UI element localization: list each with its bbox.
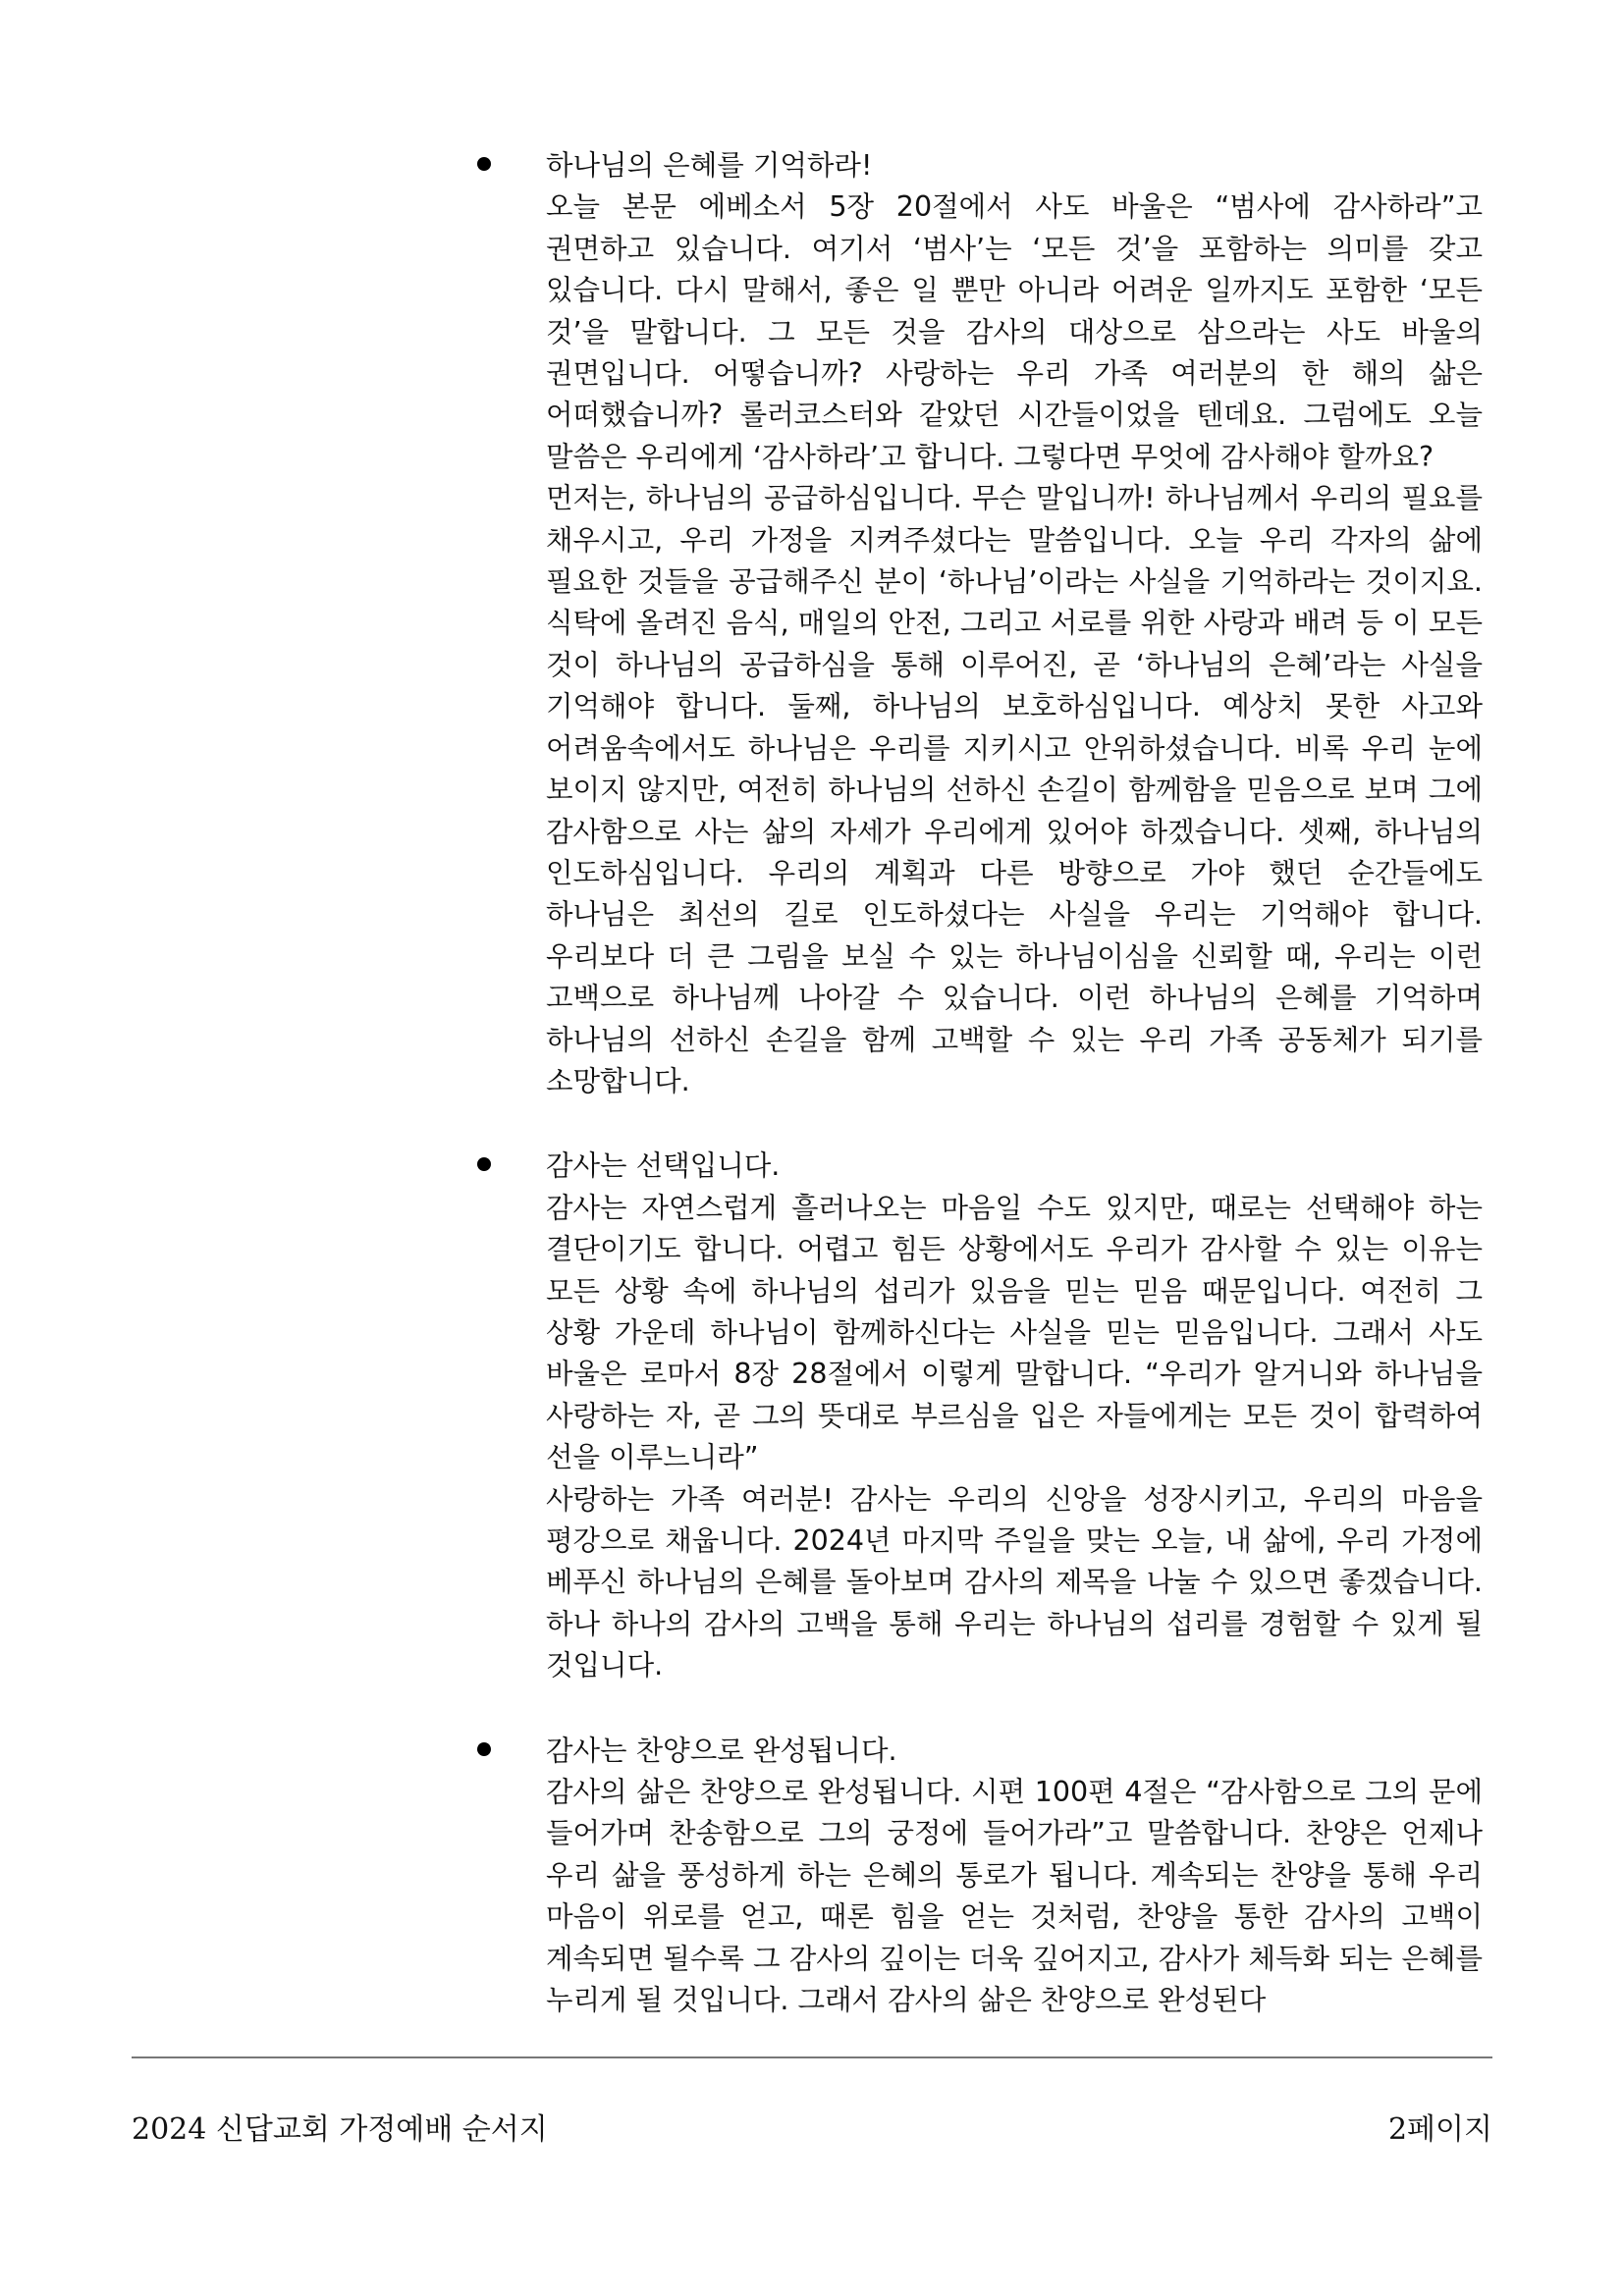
section-paragraph: 오늘 본문 에베소서 5장 20절에서 사도 바울은 “범사에 감사하라”고 권면하고 있습니다. 여기서 ‘범사’는 ‘모든 것’을 포함하는 의미를 갖고 있습니다. 다시 말해서, 좋은 일 뿐만 아니라 어려운 일까지도 포함한 ‘모든 것’을 말합니다. 그 모든 것을 감사의 대상으로 삼으라는 사도 바울의 권면입니다. 어떻습니까? 사랑하는 우리 가족 여러분의 한 해의 삶은 어떠했습니까? 롤러코스터와 같았던 시간들이었을 텐데요. 그럼에도 오늘 말씀은 우리에게 ‘감사하라’고 합니다. 그렇다면 무엇에 감사해야 할까요? <box>546 190 1483 473</box>
section-paragraph: 감사의 삶은 찬양으로 완성됩니다. 시편 100편 4절은 “감사함으로 그의 문에 들어가며 찬송함으로 그의 궁정에 들어가라”고 말씀합니다. 찬양은 언제나 우리 삶을 풍성하게 하는 은혜의 통로가 됩니다. 계속되는 찬양을 통해 우리 마음이 위로를 얻고, 때론 힘을 얻는 것처럼, 찬양을 통한 감사의 고백이 계속되면 될수록 그 감사의 깊이는 더욱 깊어지고, 감사가 체득화 되는 은혜를 누리게 될 것입니다. 그래서 감사의 삶은 찬양으로 완성된다 <box>546 1776 1483 2017</box>
section-title: 감사는 선택입니다. <box>546 1149 781 1183</box>
bullet-icon <box>477 1742 491 1756</box>
footer-title: 2024 신답교회 가정예배 순서지 <box>132 2112 548 2147</box>
section-paragraph: 감사는 자연스럽게 흘러나오는 마음일 수도 있지만, 때로는 선택해야 하는 결단이기도 합니다. 어렵고 힘든 상황에서도 우리가 감사할 수 있는 이유는 모든 상황 속에 하나님의 섭리가 있음을 믿는 믿음 때문입니다. 여전히 그 상황 가운데 하나님이 함께하신다는 사실을 믿는 믿음입니다. 그래서 사도 바울은 로마서 8장 28절에서 이렇게 말합니다. “우리가 알거니와 하나님을 사랑하는 자, 곧 그의 뜻대로 부르심을 입은 자들에게는 모든 것이 합력하여 선을 이루느니라” <box>546 1191 1483 1474</box>
section-title: 하나님의 은혜를 기억하라! <box>546 149 873 182</box>
section-paragraph: 사랑하는 가족 여러분! 감사는 우리의 신앙을 성장시키고, 우리의 마음을 평강으로 채웁니다. 2024년 마지막 주일을 맞는 오늘, 내 삶에, 우리 가정에 베푸신 하나님의 은혜를 돌아보며 감사의 제목을 나눌 수 있으면 좋겠습니다. 하나 하나의 감사의 고백을 통해 우리는 하나님의 섭리를 경험할 수 있게 될 것입니다. <box>546 1482 1483 1682</box>
section-title: 감사는 찬양으로 완성됩니다. <box>546 1734 897 1767</box>
section-gratitude-choice <box>501 1146 1483 1686</box>
page-body <box>501 145 1483 2064</box>
section-remember-grace <box>501 145 1483 1102</box>
bullet-icon <box>477 1157 491 1171</box>
section-gratitude-praise <box>501 1731 1483 2022</box>
footer-divider <box>132 2056 1492 2058</box>
bullet-icon <box>477 157 491 171</box>
section-paragraph: 먼저는, 하나님의 공급하심입니다. 무슨 말입니까! 하나님께서 우리의 필요를 채우시고, 우리 가정을 지켜주셨다는 말씀입니다. 오늘 우리 각자의 삶에 필요한 것들을 공급해주신 분이 ‘하나님’이라는 사실을 기억하라는 것이지요. 식탁에 올려진 음식, 매일의 안전, 그리고 서로를 위한 사랑과 배려 등 이 모든 것이 하나님의 공급하심을 통해 이루어진, 곧 ‘하나님의 은혜’라는 사실을 기억해야 합니다. 둘째, 하나님의 보호하심입니다. 예상치 못한 사고와 어려움속에서도 하나님은 우리를 지키시고 안위하셨습니다. 비록 우리 눈에 보이지 않지만, 여전히 하나님의 선하신 손길이 함께함을 믿음으로 보며 그에 감사함으로 사는 삶의 자세가 우리에게 있어야 하겠습니다. 셋째, 하나님의 인도하심입니다. 우리의 계획과 다른 방향으로 가야 했던 순간들에도 하나님은 최선의 길로 인도하셨다는 사실을 우리는 기억해야 합니다. 우리보다 더 큰 그림을 보실 수 있는 하나님이심을 신뢰할 때, 우리는 이런 고백으로 하나님께 나아갈 수 있습니다. 이런 하나님의 은혜를 기억하며 하나님의 선하신 손길을 함께 고백할 수 있는 우리 가족 공동체가 되기를 소망합니다. <box>546 482 1483 1097</box>
page-number: 2페이지 <box>1387 2112 1492 2147</box>
